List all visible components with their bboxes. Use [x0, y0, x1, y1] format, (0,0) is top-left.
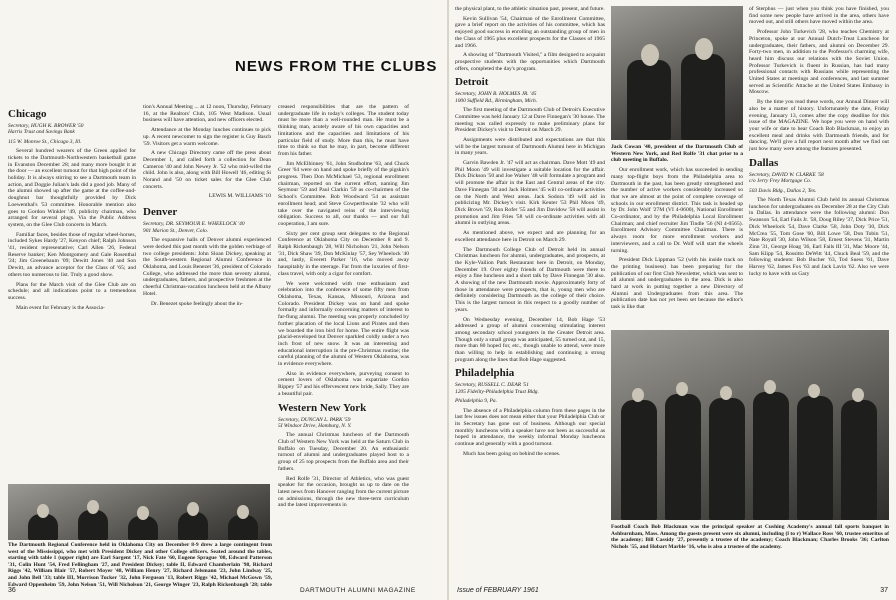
- philadelphia-cont-para: By the time you read these words, our Annual Dinner will also be a matter of history. Unfortunately the date, Friday evening, January 13, comes after the copy deadline for this issue of the MAGAZINE. We hope you were on hand with your wife or date to hear Coach Bob Blackman, to enjoy an excellent meal and drinks with Dartmouth friends, and for dancing. We'll give a full report next month after we find out just how many were among the features presented.: [749, 99, 889, 153]
- magazine-title: DARTMOUTH ALUMNI MAGAZINE: [300, 587, 416, 594]
- western-ny-secretary: Secretary, DUNCAN L. PARK '59: [278, 416, 351, 423]
- chicago-title: Chicago: [8, 108, 47, 120]
- chicago-para: Several hundred wearers of the Green applied for tickets to the Dartmouth-Northwestern basketball game in Evanston December 28; and many more bought it at the door — an excellent turnout for that high point of the holiday. It is always stirring to see a Dartmouth team in action, and Doggie Julian's lads did a good job. Many of the alumni showed up after the game at the coffee-and-doughnut bar thoughtfully provided by Dick Loewenthal's '53 committee. Honorable mention also goes to Gordon Winkler '49, publicity chairman, who arranged for several plugs. Via the Public Address system, on the Glee Club concerts in March.: [8, 148, 136, 228]
- detroit-para: On Wednesday evening, December 14, Bob Hage '53 addressed a group of alumni concerning stimulating interest among secondary school youngsters in the Greater Detroit area. Though only a small group was anticipated, 55 turned out, and 15, more than 80 hoped for, etc., though unable to attend, were more than willing to help in establishing and continuing a strong program along the lines that Bob Hage suggested.: [455, 316, 605, 363]
- chicago-para: Familiar faces, besides those of regular wheel-horses, included Sykes Hardy '27, Kenyon chief; Ralph Johnson '41, resident representative; Carl Allen '26, Federal Reserve banker; Ken Montgomery and Gale Rosenthal '24; Jim Greenebaum '09; Dewitt Jones '40 and Son Dewitt, an advance acceptor for the Class of '65; and others too numerous to list. Truly a good show.: [8, 231, 136, 278]
- western-ny-address: 5I Windsor Drive, Hamburg, N. Y.: [278, 422, 352, 429]
- philadelphia-title: Philadelphia: [455, 367, 515, 380]
- chicago-cont-para: A new Chicago Directory came off the press about December 1, and called forth a collection for Dean Cameron '40 and John Newey Jr. '52 who mid-wifed the child. John is also, along with Bill Howell '46, editing Si Norand and '50 on ticket sales for the Glee Club concerts.: [143, 150, 271, 190]
- detroit-title: Detroit: [455, 76, 489, 89]
- denver-column: [143, 104, 271, 482]
- chicago-address-1: Harris Trust and Savings Bank: [8, 129, 75, 136]
- left-page-number: 36: [8, 587, 16, 594]
- detroit-secretary: Secretary, JOHN B. HOLMES JR. '45: [455, 91, 537, 98]
- detroit-para: The first meeting of the Dartmouth Club of Detroit's Executive Committee was held January 12 at Dave Finnegan's '30 house. The meeting was called expressly to make preliminary plans for President Dickey's visit to Detroit on March 29.: [455, 107, 605, 134]
- philadelphia-cont-para: Professor John Turkevich '28, who teaches Chemistry at Princeton, spoke at our Annual Dutch-Treat Luncheon for undergraduates, their fathers, and alumni on December 29. Forty-two men, in addition to the Professor's charming wife, heard him discuss our relations with the Soviet Union. Professor Turkevich is fluent in Russian, has had many professional contacts with Russians while representing the United States at meetings and conferences, and last summer served as Scientific Attache at the United States Embassy in Moscow.: [749, 29, 889, 96]
- buffalo-club-photo: [611, 6, 743, 140]
- philadelphia-para: The absence of a Philadelphia column from these pages in the last few issues does not mean either that your Philadelphia Club or its Secretary has gone out of business. Although our special monthly luncheons with a speaker have not been as successful as hoped in attendance, the weekly informal Monday luncheons continue and generally with a good turnout.: [455, 407, 605, 448]
- chicago-para: Plans for the March visit of the Glee Club are on schedule; and all indications point to a tremendous success.: [8, 281, 136, 301]
- denver-cont-para: Sixty per cent group sent delegates to the Regional Conference at Oklahoma City on December 8 and 9. Ralph Rickenbaugh '28, Will Nicholson '21, John Nelson '31, Dick Shaw '39, Don McKinlay '57, Sey Wheelock '40 and, lastly, Everett Parker '16, who moved away hauspitably in the steerage. Far from the luxuries of first-class travel, with only a cigar for comfort.: [278, 230, 409, 277]
- chicago-address-2: 115 W. Monroe St., Chicago 3, Ill.: [8, 138, 82, 145]
- right-page-number: 37: [880, 587, 888, 594]
- western-ny-cont-para: Kevin Sullivan '54, Chairman of the Enrollment Committee, gave a brief report on the activities of his committee, which has enjoyed good success in enrolling an outstanding group of men in the Class of 1965 plus excellent prospects for the Classes of 1965 and 1966.: [455, 15, 605, 49]
- denver-cont-para: We were welcomed with true enthusiasm and celebration into the conference of some fifty men from Oklahoma, Texas, Kansas, Missouri, Arizona and Colorado. President Dickey was on hand and spoke formally and informally concerning matters of interest to far-flung alumni. The meeting was properly concluded by further placation of the local Lions and Pirates and then we boarded the iron bird for home. The entire flight was placid-enveloped but Denver sparkled coldly under a two inch frost of new snow. It was an interesting and educational interruption in the pre-Christmas routine; the careful planning of the alumni of Western Oklahoma, was in evidence everywhere.: [278, 280, 409, 368]
- denver-title: Denver: [143, 206, 178, 219]
- right-page: [449, 0, 896, 600]
- oklahoma-conference-photo: [8, 484, 270, 540]
- dallas-address-2: 503 Davis Bldg., Dallas 2, Tex.: [749, 187, 817, 194]
- chicago-signature: LEWIS M. WILLIAMS '10: [208, 193, 271, 200]
- chicago-secretary: Secretary, HUGH K. BROWER '50: [8, 123, 84, 129]
- western-ny-column: [278, 104, 409, 580]
- cushing-academy-photo: [611, 330, 889, 520]
- denver-address: 901 Marion St., Denver, Colo.: [143, 227, 208, 234]
- dallas-para: The North Texas Alumni Club held its annual Christmas luncheon for undergraduates on December 28 at the City Club in Dallas. In attendance were the following alumni: Don Swanson '54, Earl Fails Jr. '58, Doug Riley '37, Dick Price '51, Dick Wheelock '54, Dave Clarke '58, John Doty '30, Dick McCrea '55, Tom Gose '60, Bill Lowe '58, Don Tobin '51, Nate Royall '30, John Wilson '58, Ernest Stevens '31, Martin Zinn '31, George Hoag '36, Earl Fails III '31, Mac Moore '44, Sam Klipp '54, Rossitto DeWitt '44, Chuck Beal '59, and the following students: Bob Bucher '63, Tod Suess '61, Dave Harvey '62, James Fox '63 and Jack Lavin '62. Also we were lucky to have with us Gary: [749, 196, 889, 277]
- chicago-column: [8, 104, 136, 482]
- cushing-academy-caption: Football Coach Bob Blackman was the principal speaker at Cushing Academy's annual fall sports banquet in Ashburnham, Mass. Among the guests present were six alumni, including (l to r) Wallace Ross '60, trustee emeritus of the academy; Bill Cassidy '27, presently a trustee of the academy; Coach Blackman; Charles Brooks '36; Carlton Nichols '55, and Hobart Marble '16, who is also a trustee of the academy.: [611, 524, 889, 550]
- dallas-column: [749, 6, 889, 326]
- detroit-para: Assignments were distributed and expectations are that this will be the largest turnout of Dartmouth Alumni here in Michigan in many years.: [455, 136, 605, 157]
- western-ny-para: Red Rolfe '31, Director of Athletics, who was guest speaker for the occasion, brought us up to date on the latest news from Hanover ranging from the current picture on admissions, through the new three-term curriculum and the latest improvements in: [278, 475, 409, 509]
- philadelphia-para: Much has been going on behind the scenes.: [463, 450, 561, 457]
- chicago-para: Main event for February is the Associa-: [16, 304, 105, 311]
- philadelphia-address-2: Philadelphia 9, Pa.: [455, 398, 497, 405]
- dallas-secretary: Secretary, DAVID W. CLARKE '58: [749, 171, 824, 178]
- denver-cont-para: Jim McElhinney '61, John Studholme '63, and Chuck Greer '64 were on hand and spoke briefly of the pigskin's progress. Then Don McMichael '53, regional enrollment chairman, reported on the current effort, naming Jim Seymour '59 and Paul Clarkin '59 as co-chairmen of the School's Committee. Bob Woodward '54 as assistant enrollment head; and Steve Cowperthwaite '32 who will take over the navigated reins of the interviewing obligation. Success to all, our thanks — and our full cooperation, I am sure.: [278, 160, 409, 227]
- denver-cont-para: creased responsibilities that are the pattern of undergraduate life in today's colleges. The student today must be more than a well-rounded man. He must be a thinking man, acutely aware of his own capacities and limitations and the capacities and limitations of his particular field of study. More than this, he must have time to think so that he may, in part, become different from his father.: [278, 104, 409, 157]
- detroit-address: 1000 Suffield Rd., Birmingham, Mich.: [455, 97, 538, 104]
- issue-date: Issue of FEBRUARY 1961: [457, 587, 539, 594]
- denver-cont-para: Also in evidence everywhere, purveying consent to cement lovers of Oklahoma was expatriate Gordon Rippey '57 and his effervescent new bride, Sally. They are a beautiful pair.: [278, 370, 409, 397]
- western-ny-cont-para: the physical plant, to the athletic situation past, present, and future.: [455, 6, 605, 12]
- philadelphia-cont-para: of Sterphus — just when you think you have finished, you find some new people have arrived in the area, others have moved out, and still others have moved within the area.: [749, 6, 889, 26]
- philadelphia-secretary: Secretary, RUSSELL C. DEAR '51: [455, 382, 529, 389]
- western-ny-title: Western New York: [278, 401, 367, 414]
- buffalo-photo-caption: Jack Cowan '40, president of the Dartmouth Club of Western New York, and Red Rolfe '31 chat prior to a club meeting in Buffalo.: [611, 144, 743, 164]
- detroit-para: The Dartmouth College Club of Detroit held its annual Christmas luncheon for alumni, undergraduates, and prospects, at the Kyle-Vailion Park Restaurant here in Detroit, on Monday, December 19. Over eighty friends of Dartmouth were there to enjoy a fine luncheon and a short talk by Dave Finnegan '30 also. A showing of the new Dartmouth movie. Approximately forty of those in attendance were prospects, that is, young men who are definitely considering Dartmouth as the college of their choice. This is the largest turnout in this respect to a goodly number of years.: [455, 246, 605, 313]
- western-ny-cont-para: A showing of "Dartmouth Visited," a film designed to acquaint prospective students with the opportunities which Dartmouth offers, completed the day's program.: [455, 52, 605, 72]
- masthead-title: NEWS FROM THE CLUBS: [235, 58, 438, 75]
- detroit-para: Garvin Bawden Jr. '47 will act as chairman. Dave Mott '49 and Phil Moon '49 will investigate a suitable location for the affair. Dick Dickson '50 and Joe Walser '48 will formulate a program and will promote the affair in the East and Central areas of the city. Dave Finnegan '30 and Jack Holmes '45 will co-ordinate activities on the North and West areas. Jack Sodora '49 will aid in publicizing Mr. Dickey's visit. Kirk Keuter '53 Phil Moon '49, Dick Brown '59, Ron Rofer '55 and Jim Davidow '58 will assist in promotion and Jim Fries '58 will co-ordinate activities with all alumni in outlying areas.: [455, 160, 605, 227]
- detroit-column: [455, 6, 605, 586]
- philadelphia-cont-column: [611, 144, 743, 326]
- philadelphia-cont-para: Our enrollment work, which has succeeded in sending many top-flight boys from the Philadelphia area to Dartmouth in the past, has been greatly strengthened and the number of active workers considerably increased so that we are almost at the point of complete coverage of schools in our enrollment district. This task is headed up by Dr. John Wolf '27M (VI 4-0600), National Enrollment Co-ordinator, and by the Philadelphia Local Enrollment Chairman; and chief recruiter Jim Tindle '56 (NI 4-0565). Enrollment Advisory Committee Chairman. There is always room for more enrollment workers and interviewers, and a call to Dr. Wolf will start the wheels turning.: [611, 167, 743, 254]
- denver-para: The expansive halls of Denver alumni experienced were decked this past month with the golden verbiage of two college presidents: John Sloan Dickey, speaking at the South-western Regional Alumni Conference in Oklahoma, and Louis Benezet '36, president of Colorado College, who addressed the more than seventy alumni, undergraduates, fathers, and prospective freshmen at the cheerful Christmas-vacation luncheon held at the Albany Hotel.: [143, 237, 271, 297]
- chicago-cont-para: tion's Annual Meeting ... at 12 noon, Thursday, February 16, at the Realtors' Club, 105 West Madison. Usual business will have attention, and new officers elected.: [143, 104, 271, 124]
- oklahoma-conference-caption: The Dartmouth Regional Conference held in Oklahoma City on December 8-9 drew a large contingent from west of the Mississippi, who met with President Dickey and other College officers. Seated around the tables, starting with table 1 (upper right) are Earl Sargent '17, Nick Fate '60, Eugene Sprague '08, Edward Patterson '31, Colin Hunt '54, Fred Fellingham '27, and President Dickey; table II, Edward Chamberlain '98, Richard Riggs '42, William Blair '57, Robert Moyer '48, William Henry '27, Richard Jelsmann '23, John Lindsay '25, and John Bell '33; table III, Morrison Tucker '32, John Ferguson '13, Robert Riggs '42, Michael McGown '59, Edward Oppenheim '59, John Nelson '51, Will Nicholson '21, George Winger '23, Ralph Rickenbaugh '28; table: [8, 542, 272, 588]
- chicago-cont-para: Attendance at the Monday lunches continues to pick up. A recent newcomer to sign the register is Guy Basch '59. Visitors get a warm welcome.: [143, 127, 271, 147]
- western-ny-para: The annual Christmas luncheon of the Dartmouth Club of Western New York was held at the Saturn Club in Buffalo on Tuesday, December 20. An enthusiastic turnout of alumni and undergraduates played host to a group of 25 top prospects from the Buffalo area and their fathers.: [278, 432, 409, 472]
- denver-para: Dr. Benezet spoke feelingly about the in-: [151, 300, 243, 307]
- dallas-address-1: c/o Jerry Frey Mortgage Co.: [749, 178, 812, 185]
- philadelphia-address-1: 1205 Fidelity-Philadelphia Trust Bldg.: [455, 388, 539, 395]
- philadelphia-cont-para: President Dick Lippman '52 (with his inside track on the printing business) has been preparing for the publication of our first Club Newsletter, which was sent to all alumni and undergraduates in the area. Dick is also hard at work in putting together a new Directory of Alumni and Undergraduates from this area. The publication date has not yet been set because the editor's task is like that: [611, 257, 743, 311]
- denver-secretary: Secretary, DR. SEYMOUR E. WHEELOCK '40: [143, 221, 245, 228]
- dallas-title: Dallas: [749, 156, 779, 169]
- detroit-para: As mentioned above, we expect and are planning for an excellent attendance here in Detroit on March 29.: [455, 230, 605, 243]
